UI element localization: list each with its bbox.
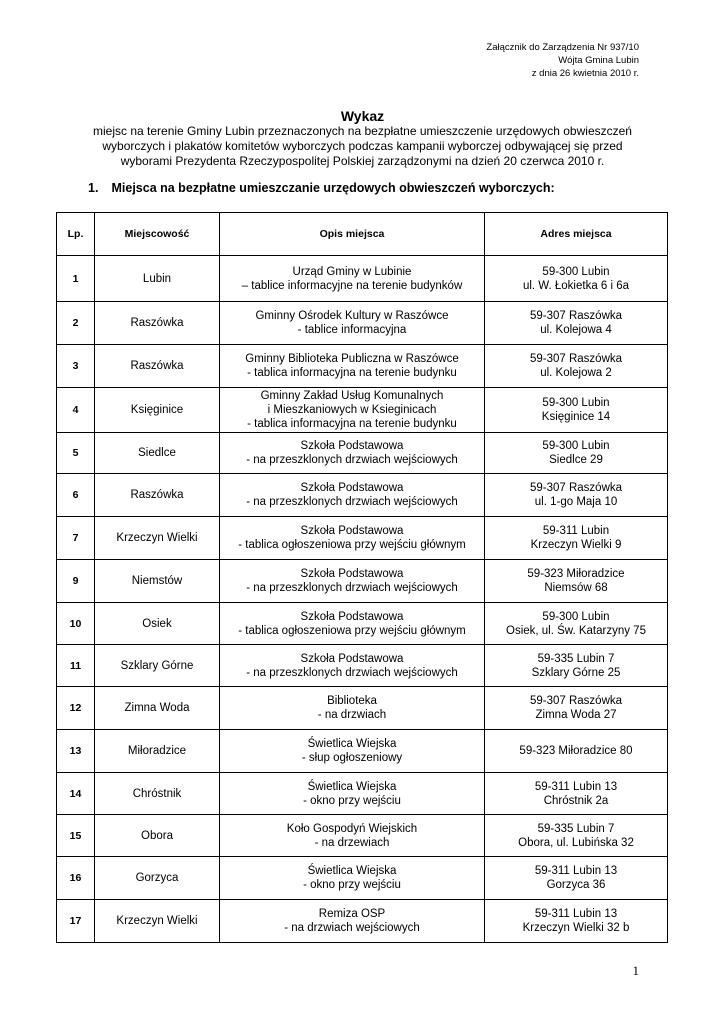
address-line: 59-335 Lubin 7 <box>537 822 615 835</box>
cell-lp: 16 <box>57 857 95 900</box>
table-row <box>57 517 668 560</box>
cell-address <box>485 433 668 474</box>
cell-town: Siedlce <box>95 433 220 474</box>
address-line: 59-307 Raszówka <box>529 353 623 365</box>
table-row <box>57 687 668 730</box>
table-row <box>57 345 668 388</box>
cell-description <box>220 687 485 730</box>
table-row <box>57 730 668 773</box>
cell-description <box>220 433 485 474</box>
address-line: 59-323 Miłoradzice 80 <box>519 745 633 757</box>
cell-town: Krzeczyn Wielki <box>95 517 220 560</box>
cell-town: Raszówka <box>95 302 220 345</box>
description-line: - okno przy wejściu <box>303 879 401 891</box>
cell-lp: 11 <box>57 645 95 687</box>
description-line: - tablica informacyjna na terenie budynku <box>247 418 457 430</box>
table-row <box>57 474 668 517</box>
cell-address <box>485 900 668 943</box>
section-number: 1. <box>88 181 99 195</box>
title-block <box>60 108 665 169</box>
cell-address <box>485 857 668 900</box>
attachment-note <box>486 41 639 80</box>
cell-lp: 17 <box>57 900 95 943</box>
table-row <box>57 603 668 645</box>
section-heading <box>88 181 555 195</box>
cell-address <box>485 730 668 773</box>
attachment-note-line: Załącznik do Zarządzenia Nr 937/10 <box>486 42 639 53</box>
cell-lp: 7 <box>57 517 95 560</box>
table-row <box>57 433 668 474</box>
header-address: Adres miejsca <box>485 213 668 256</box>
cell-lp: 9 <box>57 560 95 603</box>
description-line: - tablica ogłoszeniowa przy wejściu głównym <box>238 539 466 551</box>
cell-lp: 4 <box>57 388 95 433</box>
cell-town: Gorzyca <box>95 857 220 900</box>
cell-description <box>220 857 485 900</box>
cell-lp: 5 <box>57 433 95 474</box>
cell-address <box>485 687 668 730</box>
cell-address <box>485 773 668 815</box>
attachment-note-line: Wójta Gmina Lubin <box>558 55 639 66</box>
document-subtitle <box>60 124 665 169</box>
cell-lp: 15 <box>57 815 95 857</box>
address-line: ul. W. Łokietka 6 i 6a <box>522 279 630 292</box>
cell-town: Zimna Woda <box>95 687 220 730</box>
cell-description <box>220 474 485 517</box>
address-line: 59-300 Lubin <box>542 397 610 409</box>
table-row <box>57 773 668 815</box>
cell-description <box>220 603 485 645</box>
address-line: Krzeczyn Wielki 32 b <box>522 922 630 934</box>
description-line: Szkoła Podstawowa <box>300 482 404 494</box>
header-lp: Lp. <box>57 213 95 256</box>
cell-address <box>485 815 668 857</box>
cell-town: Szklary Górne <box>95 645 220 687</box>
address-line: Obora, ul. Lubińska 32 <box>518 836 634 849</box>
cell-town: Księginice <box>95 388 220 433</box>
table-row <box>57 900 668 943</box>
subtitle-line: wyborczych i plakatów komitetów wyborczych podczas kampanii wyborczej odbywającej się przed <box>102 139 623 153</box>
description-line: - na drzewiach <box>314 836 390 849</box>
address-line: Osiek, ul. Św. Katarzyny 75 <box>506 624 646 637</box>
cell-address <box>485 302 668 345</box>
cell-description <box>220 345 485 388</box>
cell-lp: 6 <box>57 474 95 517</box>
cell-town: Osiek <box>95 603 220 645</box>
address-line: Zimna Woda 27 <box>535 709 617 721</box>
cell-address <box>485 388 668 433</box>
description-line: - na przeszklonych drzwiach wejściowych <box>246 582 458 594</box>
address-line: 59-311 Lubin 13 <box>534 908 618 920</box>
cell-lp: 3 <box>57 345 95 388</box>
page-number: 1 <box>632 963 639 978</box>
address-line: Siedlce 29 <box>549 454 603 466</box>
cell-address <box>485 256 668 302</box>
table-header-row <box>57 213 668 256</box>
cell-lp: 12 <box>57 687 95 730</box>
table-row <box>57 857 668 900</box>
attachment-note-line: z dnia 26 kwietnia 2010 r. <box>531 68 639 79</box>
description-line: - na drzwiach <box>317 709 387 721</box>
address-line: 59-300 Lubin <box>542 265 610 278</box>
description-line: Szkoła Podstawowa <box>300 525 404 537</box>
description-line: Szkoła Podstawowa <box>300 568 404 580</box>
subtitle-line: miejsc na terenie Gminy Lubin przeznaczonych na bezpłatne umieszczenie urzędowych obwieszczeń <box>93 124 632 138</box>
address-line: Księginice 14 <box>541 411 611 423</box>
locations-table <box>56 212 668 943</box>
cell-town: Raszówka <box>95 345 220 388</box>
cell-address <box>485 645 668 687</box>
cell-description <box>220 302 485 345</box>
cell-description <box>220 517 485 560</box>
description-line: Koło Gospodyń Wiejskich <box>286 822 418 835</box>
description-line: Biblioteka <box>327 695 377 707</box>
description-line: Szkoła Podstawowa <box>300 440 404 452</box>
description-line: - okno przy wejściu <box>303 794 401 807</box>
description-line: – tablice informacyjne na terenie budynków <box>241 279 463 292</box>
cell-address <box>485 603 668 645</box>
description-line: Szkoła Podstawowa <box>300 652 404 665</box>
description-line: Remiza OSP <box>318 908 386 920</box>
cell-town: Krzeczyn Wielki <box>95 900 220 943</box>
cell-lp: 14 <box>57 773 95 815</box>
cell-description <box>220 900 485 943</box>
header-description: Opis miejsca <box>220 213 485 256</box>
cell-description <box>220 645 485 687</box>
table-row <box>57 815 668 857</box>
cell-town: Miłoradzice <box>95 730 220 773</box>
address-line: Krzeczyn Wielki 9 <box>530 539 622 551</box>
address-line: 59-311 Lubin <box>542 525 610 537</box>
table-row <box>57 645 668 687</box>
address-line: 59-300 Lubin <box>542 440 610 452</box>
cell-town: Obora <box>95 815 220 857</box>
cell-lp: 10 <box>57 603 95 645</box>
cell-description <box>220 388 485 433</box>
cell-town: Chróstnik <box>95 773 220 815</box>
cell-description <box>220 773 485 815</box>
cell-address <box>485 345 668 388</box>
description-line: Szkoła Podstawowa <box>300 610 404 623</box>
description-line: Gminny Biblioteka Publiczna w Raszówce <box>245 353 459 365</box>
document-title: Wykaz <box>340 108 385 124</box>
description-line: - tablica informacyjna na terenie budynku <box>247 367 457 379</box>
description-line: - słup ogłoszeniowy <box>301 752 403 764</box>
cell-address <box>485 517 668 560</box>
address-line: ul. 1-go Maja 10 <box>534 496 618 508</box>
description-line: - na przeszklonych drzwiach wejściowych <box>246 666 458 679</box>
description-line: Świetlica Wiejska <box>307 780 397 793</box>
address-line: 59-335 Lubin 7 <box>537 652 615 665</box>
description-line: i Mieszkaniowych w Ksieginicach <box>267 404 437 416</box>
description-line: Urząd Gminy w Lubinie <box>292 265 412 278</box>
description-line: Gminny Ośrodek Kultury w Raszówce <box>255 310 449 322</box>
address-line: Niemsów 68 <box>544 582 608 594</box>
table-row <box>57 560 668 603</box>
description-line: Gminny Zakład Usług Komunalnych <box>260 390 444 402</box>
address-line: 59-307 Raszówka <box>529 695 623 707</box>
cell-lp: 13 <box>57 730 95 773</box>
cell-description <box>220 730 485 773</box>
cell-address <box>485 474 668 517</box>
address-line: 59-311 Lubin 13 <box>534 780 618 793</box>
cell-lp: 1 <box>57 256 95 302</box>
cell-town: Raszówka <box>95 474 220 517</box>
cell-lp: 2 <box>57 302 95 345</box>
description-line: Świetlica Wiejska <box>307 738 397 750</box>
address-line: ul. Kolejowa 4 <box>540 324 612 336</box>
subtitle-line: wyborami Prezydenta Rzeczypospolitej Polskiej zarządzonymi na dzień 20 czerwca 2010 r. <box>120 154 605 168</box>
description-line: - tablice informacyjna <box>297 324 407 336</box>
cell-town: Niemstów <box>95 560 220 603</box>
description-line: - na przeszklonych drzwiach wejściowych <box>246 496 458 508</box>
description-line: Świetlica Wiejska <box>307 865 397 877</box>
address-line: 59-323 Miłoradzice <box>527 568 625 580</box>
cell-town: Lubin <box>95 256 220 302</box>
cell-description <box>220 256 485 302</box>
address-line: Chróstnik 2a <box>543 794 609 807</box>
table-row <box>57 388 668 433</box>
address-line: 59-307 Raszówka <box>529 310 623 322</box>
description-line: - na przeszklonych drzwiach wejściowych <box>246 454 458 466</box>
address-line: Gorzyca 36 <box>546 879 606 891</box>
address-line: 59-300 Lubin <box>542 610 610 623</box>
table-row <box>57 302 668 345</box>
header-town: Miejscowość <box>95 213 220 256</box>
address-line: 59-307 Raszówka <box>529 482 623 494</box>
description-line: - na drzwiach wejściowych <box>284 922 420 934</box>
cell-address <box>485 560 668 603</box>
cell-description <box>220 815 485 857</box>
table-body <box>57 256 668 943</box>
address-line: ul. Kolejowa 2 <box>540 367 612 379</box>
section-title: Miejsca na bezpłatne umieszczanie urzędowych obwieszczeń wyborczych: <box>111 181 555 195</box>
description-line: - tablica ogłoszeniowa przy wejściu głównym <box>238 624 466 637</box>
address-line: Szklary Górne 25 <box>531 666 621 679</box>
address-line: 59-311 Lubin 13 <box>534 865 618 877</box>
table-row <box>57 256 668 302</box>
cell-description <box>220 560 485 603</box>
